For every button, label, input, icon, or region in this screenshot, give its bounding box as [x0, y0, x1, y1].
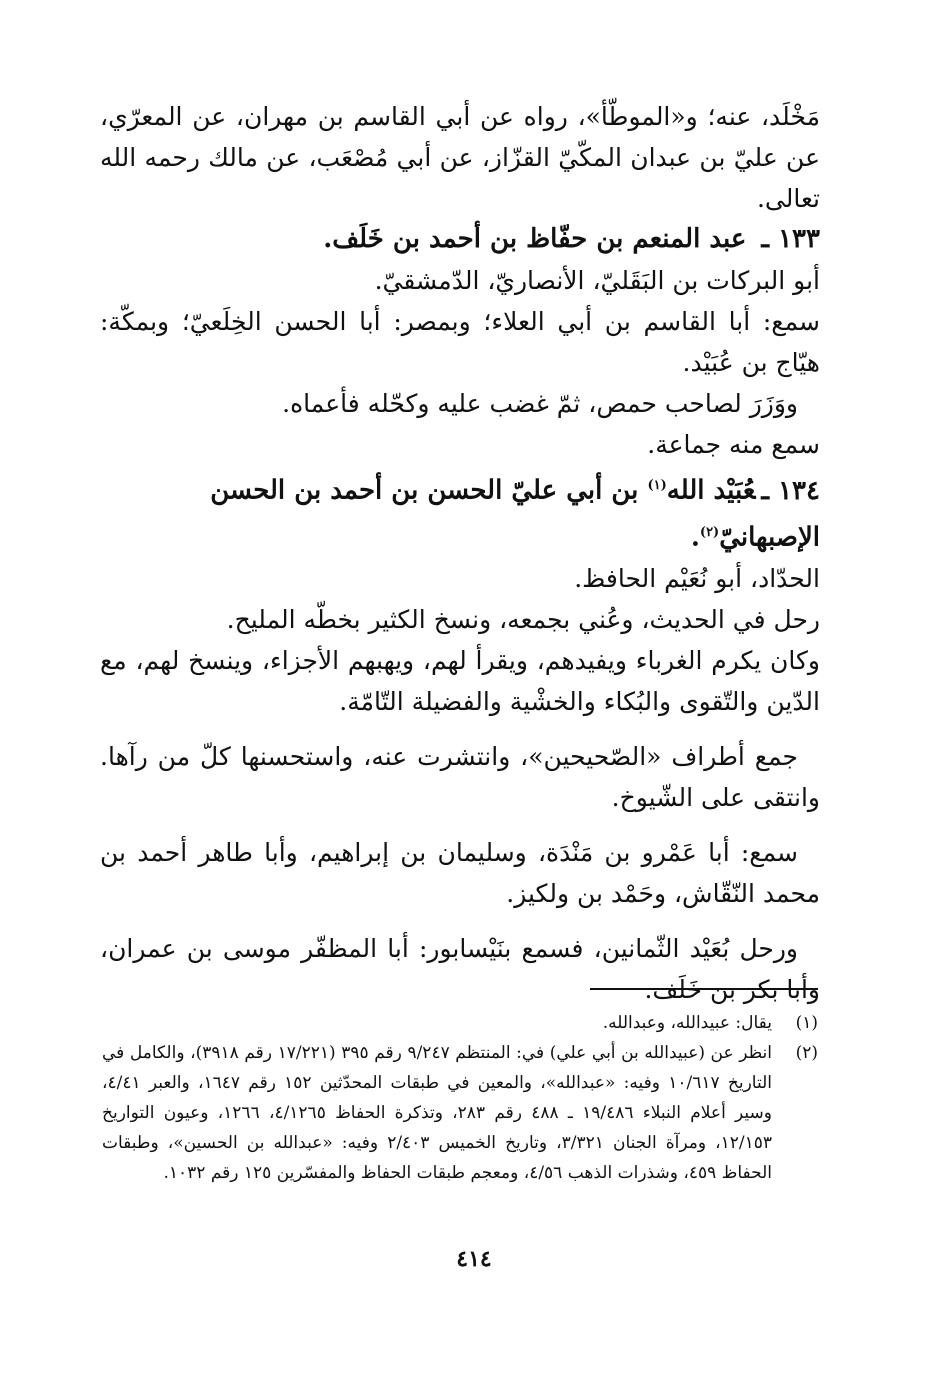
- page-number: ٤١٤: [456, 1246, 492, 1272]
- entry-134-line: رحل في الحديث، وعُني بجمعه، ونسخ الكثير بخطّه المليح.: [226, 605, 820, 635]
- footnote-divider: [590, 988, 818, 990]
- footnote-text: يقال: عبيدالله، وعبدالله.: [602, 1013, 772, 1033]
- entry-133-number: ١٣٣ ـ: [761, 224, 820, 254]
- footnote-number: (١): [795, 1013, 818, 1033]
- entry-133-line: سمع: أبا القاسم بن أبي العلاء؛ وبمصر: أبا الحسن الخِلَعيّ؛ وبمكّة: هيّاج بن عُبَيْد.: [100, 307, 820, 377]
- entry-133-title: عبد المنعم بن حفّاظ بن أحمد بن خَلَف.: [323, 224, 747, 254]
- footnote-marker-2: (٢): [699, 524, 720, 540]
- entry-134-number: ١٣٤ ـ: [761, 475, 820, 506]
- entry-133-line: ووَزَرَ لصاحب حمص، ثمّ غضب عليه وكحّله فأعماه.: [282, 389, 798, 418]
- footnotes: [102, 1008, 818, 1188]
- entry-134-heading: [100, 465, 820, 558]
- entry-134-title-b: بن أبي عليّ الحسن بن أحمد بن الحسن الإصبهانيّ: [210, 475, 820, 553]
- footnote-text: انظر عن (عبيدالله بن أبي علي) في: المنتظم ٩/٢٤٧ رقم ٣٩٥ (١٧/٢٢١ رقم ٣٩١٨)، والكامل في التاريخ ١٠/٦١٧ وفيه: «عبدالله»، والمعين في طبقات المحدّثين ١٥٢ رقم ١٦٤٧، والعبر ٤/٤١، وسير أعلام النبلاء ١٩/٤٨٦ ـ ٤٨٨ رقم ٢٨٣، وتذكرة الحفاظ ٤/١٢٦٥، ١٢٦٦، وعيون التواريخ ١٢/١٥٣، ومرآة الجنان ٣/٣٢١، وتاريخ الخميس ٢/٤٠٣ وفيه: «عبدالله بن الحسين»، وطبقات الحفاظ ٤٥٩، وشذرات الذهب ٤/٥٦، ومعجم طبقات الحفاظ والمفسّرين ١٢٥ رقم ١٠٣٢.: [102, 1043, 773, 1183]
- footnote-item: [102, 1038, 818, 1188]
- entry-133-line: أبو البركات بن البَقَليّ، الأنصاريّ، الدّمشقيّ.: [374, 266, 820, 295]
- entry-133-heading: [100, 219, 820, 260]
- entry-134-line: الحدّاد، أبو نُعَيْم الحافظ.: [574, 564, 820, 594]
- footnote-marker-1: (١): [647, 478, 667, 493]
- footnote-item: [102, 1008, 818, 1038]
- entry-134-paragraph: سمع: أبا عَمْرو بن مَنْدَة، وسليمان بن إبراهيم، وأبا طاهر أحمد بن محمد النّقّاش، وحَمْد بن ولكيز.: [100, 838, 820, 909]
- intro-paragraph: مَخْلَد، عنه؛ و«الموطّأ»، رواه عن أبي القاسم بن مهران، عن المعرّي، عن عليّ بن عبدان المكّيّ القزّاز، عن أبي مُصْعَب، عن مالك رحمه الله تعالى.: [100, 102, 820, 213]
- entry-134-title-end: .: [690, 522, 700, 553]
- footnote-number: (٢): [795, 1043, 818, 1063]
- entry-134-line: وكان يكرم الغرباء ويفيدهم، ويقرأ لهم، ويهبهم الأجزاء، وينسخ لهم، مع الدّين والتّقوى والبُكاء والخشْية والفضيلة التّامّة.: [100, 646, 820, 717]
- entry-134-paragraph: ورحل بُعَيْد الثّمانين، فسمع بنَيْسابور: أبا المظفّر موسى بن عمران، وأبا بكر بن خَلَف.: [100, 934, 820, 1005]
- entry-133-line: سمع منه جماعة.: [647, 430, 820, 459]
- entry-134-title-a: عُبَيْد الله: [666, 475, 756, 506]
- entry-134-paragraph: جمع أطراف «الصّحيحين»، وانتشرت عنه، واستحسنها كلّ من رآها. وانتقى على الشّيوخ.: [100, 742, 820, 813]
